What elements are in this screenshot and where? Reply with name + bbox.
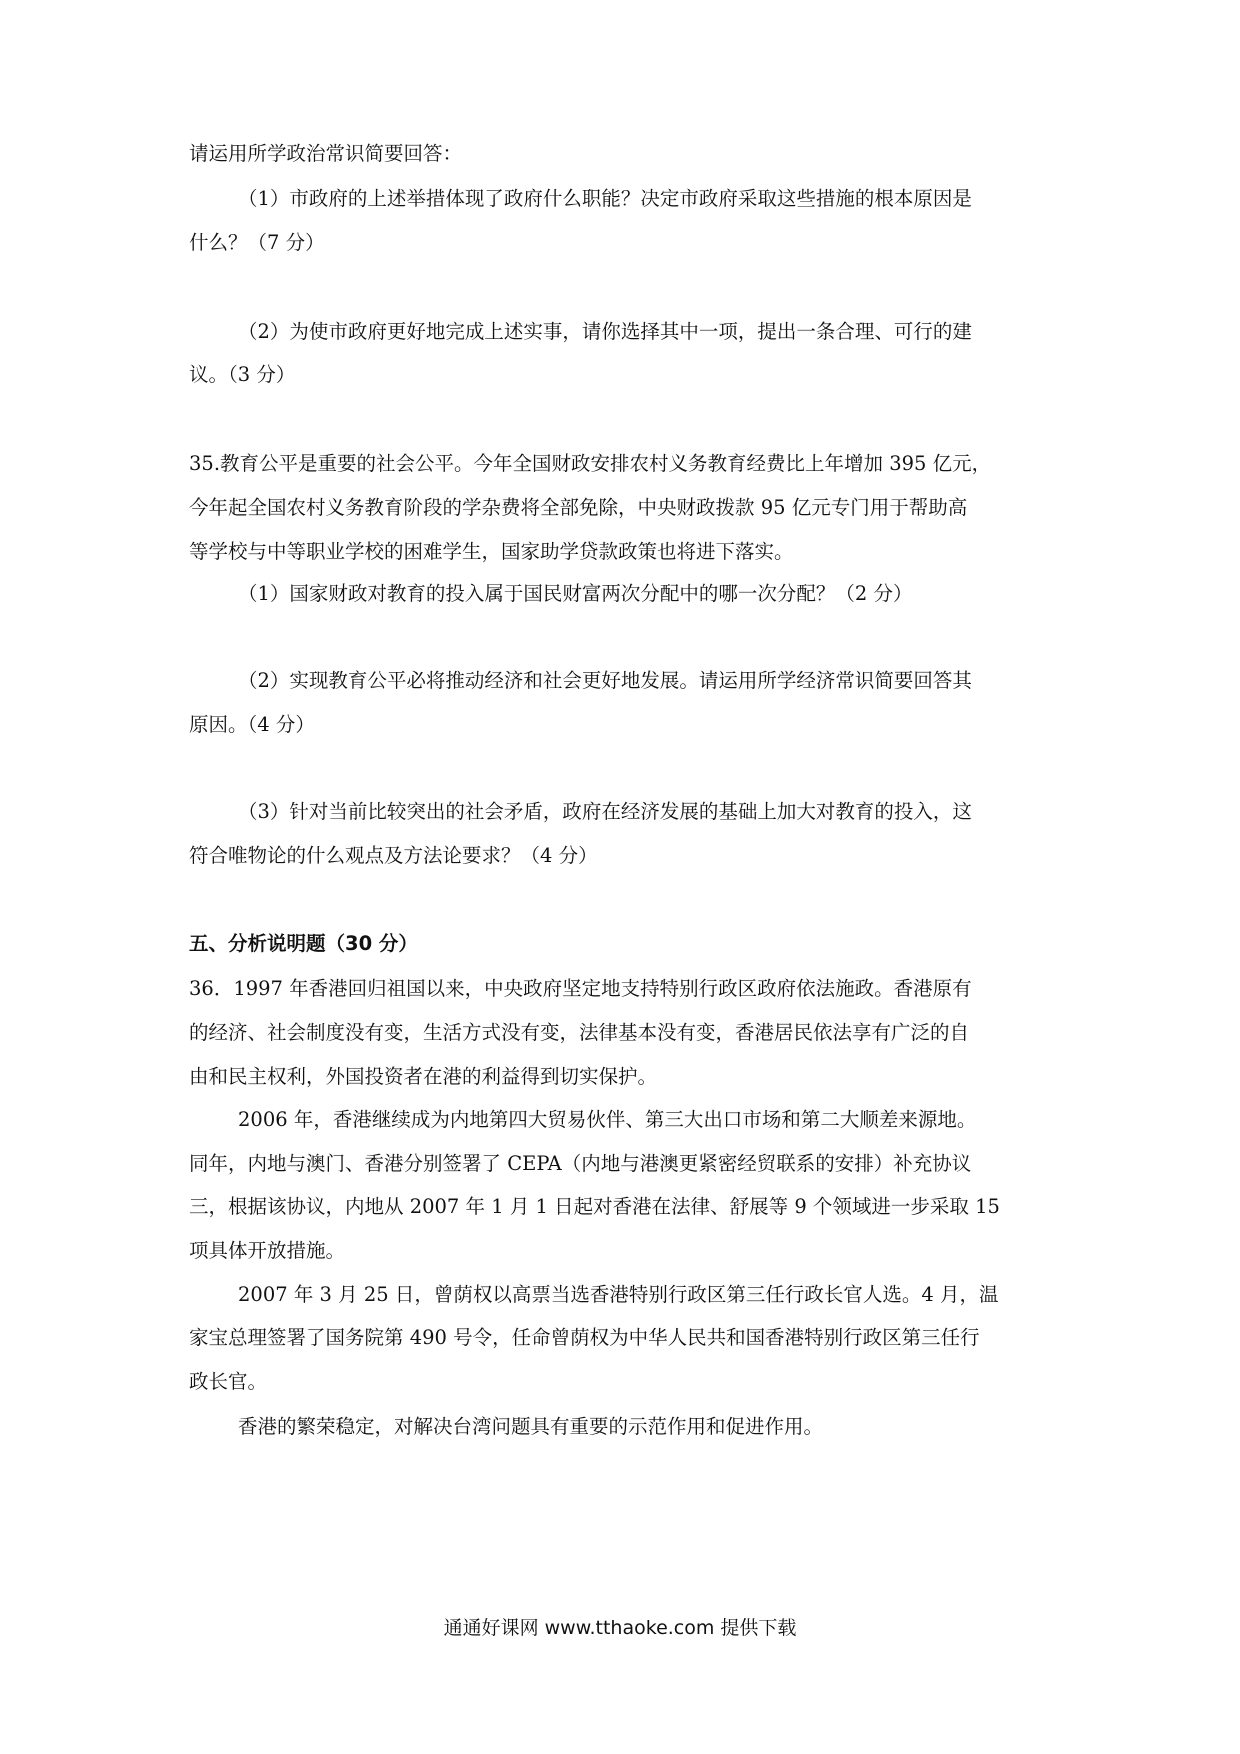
- q36-paragraph-line: 36．1997 年香港回归祖国以来，中央政府坚定地支持特别行政区政府依法施政。香港原有: [189, 977, 972, 1000]
- q34-part2-text-cont: 议。（3 分）: [189, 363, 296, 386]
- q35-stem-line: 等学校与中等职业学校的困难学生，国家助学贷款政策也将进下落实。: [189, 540, 794, 563]
- q36-paragraph-line: 政长官。: [189, 1370, 268, 1393]
- q36-paragraph-line: 项具体开放措施。: [189, 1239, 346, 1262]
- instruction-text: 请运用所学政治常识简要回答：: [189, 142, 463, 165]
- q35-part1-text: （1）国家财政对教育的投入属于国民财富两次分配中的哪一次分配？（2 分）: [238, 582, 913, 605]
- page-footer: 通通好课网 www.tthaoke.com 提供下载: [443, 1617, 797, 1639]
- q35-stem-line: 35.教育公平是重要的社会公平。今年全国财政安排农村义务教育经费比上年增加 395 亿元，: [189, 452, 992, 475]
- q36-paragraph-line: 香港的繁荣稳定，对解决台湾问题具有重要的示范作用和促进作用。: [238, 1415, 824, 1438]
- q35-stem-line: 今年起全国农村义务教育阶段的学杂费将全部免除，中央财政拨款 95 亿元专门用于帮助高: [189, 496, 968, 519]
- section-heading: 五、分析说明题（30 分）: [189, 932, 418, 955]
- q36-paragraph-line: 2006 年，香港继续成为内地第四大贸易伙伴、第三大出口市场和第二大顺差来源地。: [238, 1108, 977, 1131]
- q35-part2-text-cont: 原因。（4 分）: [189, 713, 315, 736]
- q36-paragraph-line: 三，根据该协议，内地从 2007 年 1 月 1 日起对香港在法律、舒展等 9 个领域进一步采取 15: [189, 1195, 1000, 1218]
- q35-part2-text: （2）实现教育公平必将推动经济和社会更好地发展。请运用所学经济常识简要回答其: [238, 669, 972, 692]
- q36-paragraph-line: 同年，内地与澳门、香港分别签署了 CEPA（内地与港澳更紧密经贸联系的安排）补充协议: [189, 1152, 972, 1175]
- q35-part3-text: （3）针对当前比较突出的社会矛盾，政府在经济发展的基础上加大对教育的投入，这: [238, 800, 972, 823]
- q36-paragraph-line: 家宝总理签署了国务院第 490 号令，任命曾荫权为中华人民共和国香港特别行政区第三任行: [189, 1326, 980, 1349]
- q36-paragraph-line: 2007 年 3 月 25 日，曾荫权以高票当选香港特别行政区第三任行政长官人选。4 月，温: [238, 1283, 999, 1306]
- q34-part1-text: （1）市政府的上述举措体现了政府什么职能？决定市政府采取这些措施的根本原因是: [238, 187, 972, 210]
- q36-paragraph-line: 由和民主权利，外国投资者在港的利益得到切实保护。: [189, 1065, 658, 1088]
- q34-part1-text-cont: 什么？（7 分）: [189, 231, 325, 254]
- q36-paragraph-line: 的经济、社会制度没有变，生活方式没有变，法律基本没有变，香港居民依法享有广泛的自: [189, 1021, 970, 1044]
- q34-part2-text: （2）为使市政府更好地完成上述实事，请你选择其中一项，提出一条合理、可行的建: [238, 320, 972, 343]
- q35-part3-text-cont: 符合唯物论的什么观点及方法论要求？（4 分）: [189, 844, 598, 867]
